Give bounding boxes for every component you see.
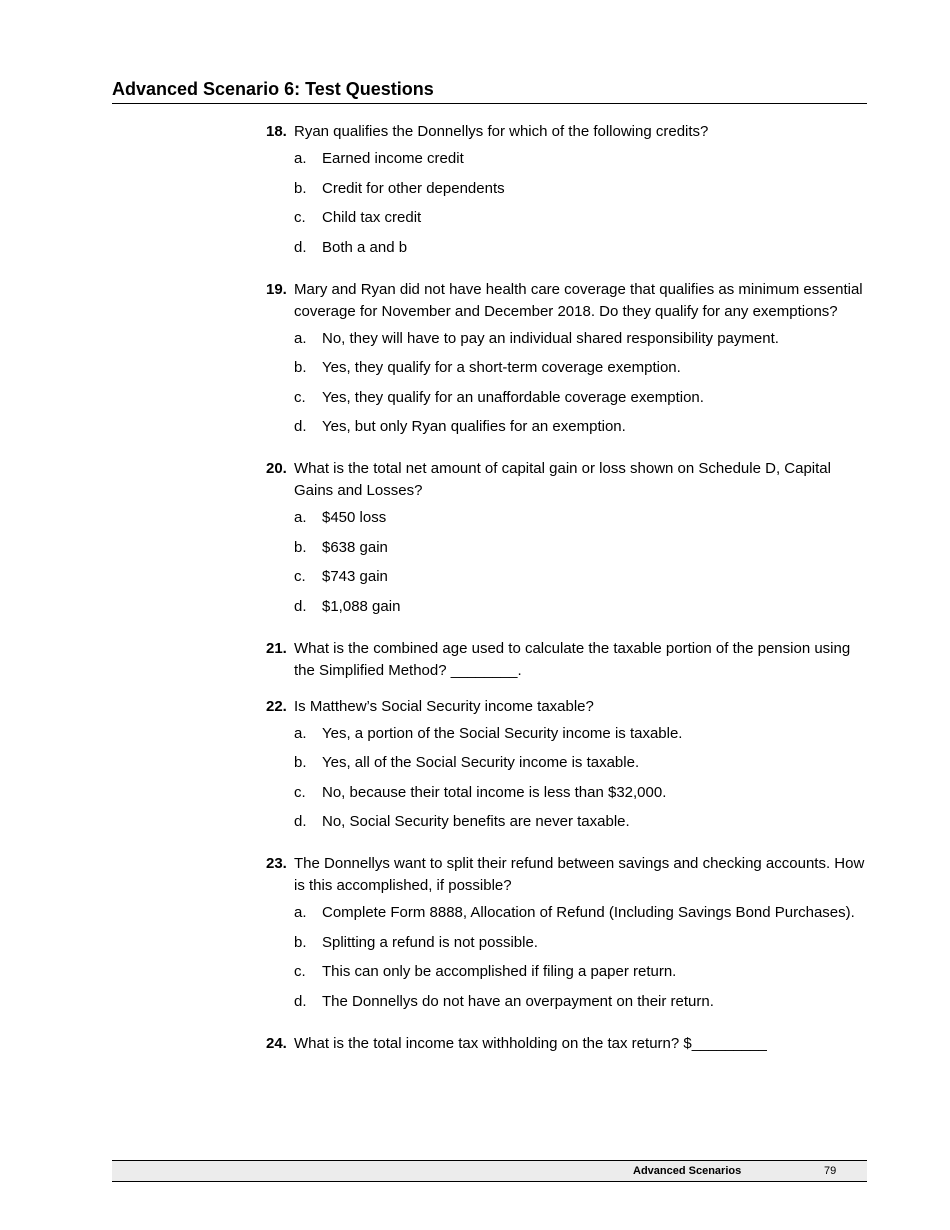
answer-option: [294, 596, 866, 618]
option-text: Yes, a portion of the Social Security income is taxable.: [322, 724, 683, 742]
option-letter: d.: [294, 238, 307, 256]
option-letter: b.: [294, 179, 307, 197]
option-text: Yes, all of the Social Security income is taxable.: [322, 754, 640, 771]
answer-option: [294, 148, 866, 170]
option-text: Yes, but only Ryan qualifies for an exemption.: [322, 418, 626, 435]
answer-option: [294, 811, 866, 833]
option-letter: a.: [294, 724, 307, 742]
page-footer: [112, 1160, 867, 1182]
answer-option: [294, 961, 866, 983]
option-letter: c.: [294, 568, 306, 585]
question-text: What is the total net amount of capital gain or loss shown on Schedule D, Capital Gains and Losses?: [294, 460, 831, 499]
option-text: Credit for other dependents: [322, 179, 505, 197]
option-text: $1,088 gain: [322, 597, 401, 615]
question-text: Is Matthew’s Social Security income taxable?: [294, 697, 594, 715]
answer-option: [294, 416, 866, 438]
option-text: Earned income credit: [322, 150, 464, 167]
option-letter: a.: [294, 509, 307, 526]
question-number: 22.: [266, 697, 287, 715]
option-text: No, because their total income is less than $32,000.: [322, 783, 667, 801]
answer-options: [294, 507, 866, 618]
answer-option: [294, 932, 866, 954]
question-23: [266, 853, 866, 1013]
option-letter: c.: [294, 783, 306, 801]
option-text: Yes, they qualify for a short-term coverage exemption.: [322, 359, 681, 376]
option-text: $638 gain: [322, 538, 388, 556]
answer-option: [294, 207, 866, 229]
answer-options: [294, 902, 866, 1013]
option-letter: c.: [294, 388, 306, 406]
question-number: 21.: [266, 639, 287, 657]
option-text: Child tax credit: [322, 209, 422, 226]
option-letter: d.: [294, 992, 307, 1010]
option-letter: d.: [294, 597, 307, 615]
option-text: Complete Form 8888, Allocation of Refund (Including Savings Bond Purchases).: [322, 904, 855, 921]
answer-option: [294, 357, 866, 379]
option-text: Splitting a refund is not possible.: [322, 933, 538, 951]
question-24: [266, 1033, 866, 1055]
answer-option: [294, 178, 866, 200]
question-number: 18.: [266, 123, 287, 140]
option-letter: c.: [294, 209, 306, 226]
question-22: [266, 696, 866, 834]
option-letter: c.: [294, 963, 306, 980]
question-text: The Donnellys want to split their refund between savings and checking accounts. How is this accomplished, if possible?: [294, 855, 865, 894]
question-number: 20.: [266, 460, 287, 477]
page-header: [112, 78, 867, 104]
answer-options: [294, 328, 866, 439]
answer-option: [294, 537, 866, 559]
option-text: Both a and b: [322, 238, 408, 256]
answer-option: [294, 328, 866, 350]
question-18: [266, 121, 866, 259]
answer-option: [294, 991, 866, 1013]
question-text: What is the combined age used to calculate the taxable portion of the pension using the Simplified Method? ________.: [294, 639, 851, 679]
option-text: This can only be accomplished if filing a paper return.: [322, 963, 677, 980]
option-letter: a.: [294, 150, 307, 167]
option-text: No, Social Security benefits are never taxable.: [322, 813, 630, 830]
answer-option: [294, 902, 866, 924]
option-letter: d.: [294, 813, 307, 830]
question-number: 23.: [266, 855, 287, 872]
option-letter: a.: [294, 904, 307, 921]
page-number: 79: [824, 1165, 837, 1177]
option-text: Yes, they qualify for an unaffordable coverage exemption.: [322, 388, 704, 406]
option-text: No, they will have to pay an individual shared responsibility payment.: [322, 329, 779, 347]
option-text: $450 loss: [322, 509, 387, 526]
option-letter: b.: [294, 754, 307, 771]
option-letter: a.: [294, 329, 307, 347]
option-text: The Donnellys do not have an overpayment on their return.: [322, 992, 714, 1010]
question-list: [266, 121, 866, 1075]
question-19: [266, 279, 866, 439]
answer-option: [294, 723, 866, 745]
answer-option: [294, 507, 866, 529]
answer-option: [294, 387, 866, 409]
answer-option: [294, 566, 866, 588]
question-text: Ryan qualifies the Donnellys for which of the following credits?: [294, 123, 709, 140]
option-letter: b.: [294, 359, 307, 376]
question-text: What is the total income tax withholding on the tax return? $_________: [294, 1034, 767, 1052]
option-text: $743 gain: [322, 568, 388, 585]
question-text: Mary and Ryan did not have health care coverage that qualifies as minimum essential coverage for November and December 2018. Do they qualify for any exemptions?: [294, 280, 863, 320]
answer-option: [294, 782, 866, 804]
answer-option: [294, 752, 866, 774]
page-title: Advanced Scenario 6: Test Questions: [112, 79, 434, 99]
answer-options: [294, 723, 866, 834]
option-letter: b.: [294, 933, 307, 951]
option-letter: b.: [294, 538, 307, 556]
option-letter: d.: [294, 418, 307, 435]
question-20: [266, 458, 866, 618]
question-number: 19.: [266, 280, 287, 298]
question-21: [266, 638, 866, 682]
answer-option: [294, 237, 866, 259]
answer-options: [294, 148, 866, 259]
question-number: 24.: [266, 1034, 287, 1052]
footer-section-title: Advanced Scenarios: [633, 1165, 742, 1177]
